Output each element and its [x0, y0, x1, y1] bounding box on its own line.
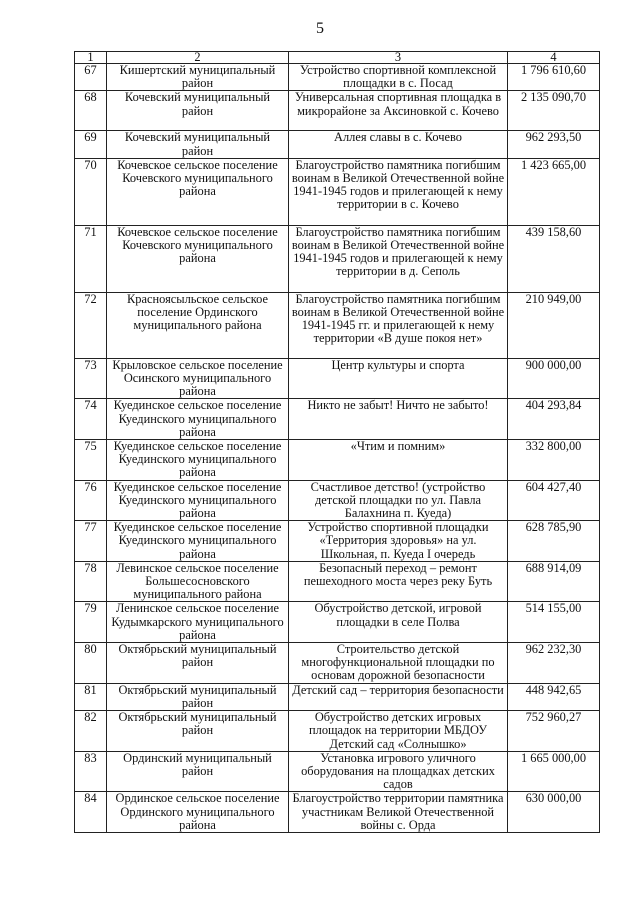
row-number: 80	[75, 643, 107, 684]
row-number: 74	[75, 399, 107, 440]
organization-cell: Октябрьский муниципальный район	[107, 711, 289, 752]
project-cell: Никто не забыт! Ничто не забыто!	[289, 399, 508, 440]
amount-cell: 628 785,90	[508, 521, 600, 562]
table-row	[75, 131, 600, 158]
table-row	[75, 64, 600, 91]
table-row	[75, 751, 600, 792]
table-row	[75, 91, 600, 131]
organization-cell: Красноясыльское сельское поселение Ординского муниципального района	[107, 292, 289, 358]
organization-cell: Кочевское сельское поселение Кочевского муниципального района	[107, 158, 289, 225]
header-col-3: 3	[289, 52, 508, 64]
project-cell: Строительство детской многофункциональной площадки по основам дорожной безопасности	[289, 643, 508, 684]
project-cell: Обустройство детской, игровой площадки в селе Полва	[289, 602, 508, 643]
row-number: 72	[75, 292, 107, 358]
row-number: 76	[75, 480, 107, 521]
row-number: 70	[75, 158, 107, 225]
organization-cell: Левинское сельское поселение Большесосновского муниципального района	[107, 561, 289, 602]
row-number: 71	[75, 225, 107, 292]
organization-cell: Куединское сельское поселение Куединского муниципального района	[107, 480, 289, 521]
table-row	[75, 602, 600, 643]
row-number: 67	[75, 64, 107, 91]
amount-cell: 2 135 090,70	[508, 91, 600, 131]
amount-cell: 604 427,40	[508, 480, 600, 521]
amount-cell: 514 155,00	[508, 602, 600, 643]
amount-cell: 210 949,00	[508, 292, 600, 358]
project-cell: Счастливое детство! (устройство детской площадки по ул. Павла Балахнина п. Куеда)	[289, 480, 508, 521]
project-cell: Благоустройство памятника погибшим воинам в Великой Отечественной войне 1941-1945 годов и прилегающей к нему территории в д. Сеполь	[289, 225, 508, 292]
amount-cell: 752 960,27	[508, 711, 600, 752]
table-row	[75, 158, 600, 225]
organization-cell: Крыловское сельское поселение Осинского муниципального района	[107, 358, 289, 399]
organization-cell: Ленинское сельское поселение Кудымкарского муниципального района	[107, 602, 289, 643]
amount-cell: 1 796 610,60	[508, 64, 600, 91]
amount-cell: 332 800,00	[508, 440, 600, 481]
project-cell: Благоустройство территории памятника участникам Великой Отечественной войны с. Орда	[289, 792, 508, 833]
project-cell: Детский сад – территория безопасности	[289, 683, 508, 710]
project-cell: Устройство спортивной площадки «Территория здоровья» на ул. Школьная, п. Куеда I очередь	[289, 521, 508, 562]
project-cell: Аллея славы в с. Кочево	[289, 131, 508, 158]
header-col-1: 1	[75, 52, 107, 64]
organization-cell: Кишертский муниципальный район	[107, 64, 289, 91]
table-row	[75, 561, 600, 602]
amount-cell: 1 665 000,00	[508, 751, 600, 792]
row-number: 69	[75, 131, 107, 158]
row-number: 68	[75, 91, 107, 131]
table-row	[75, 521, 600, 562]
organization-cell: Куединское сельское поселение Куединского муниципального района	[107, 440, 289, 481]
project-cell: Безопасный переход – ремонт пешеходного моста через реку Буть	[289, 561, 508, 602]
budget-table	[74, 51, 600, 833]
amount-cell: 962 293,50	[508, 131, 600, 158]
table-row	[75, 440, 600, 481]
row-number: 84	[75, 792, 107, 833]
project-cell: Благоустройство памятника погибшим воинам в Великой Отечественной войне 1941-1945 годов и прилегающей к нему территории в с. Кочево	[289, 158, 508, 225]
amount-cell: 688 914,09	[508, 561, 600, 602]
amount-cell: 1 423 665,00	[508, 158, 600, 225]
row-number: 78	[75, 561, 107, 602]
organization-cell: Куединское сельское поселение Куединского муниципального района	[107, 521, 289, 562]
project-cell: Установка игрового уличного оборудования на площадках детских садов	[289, 751, 508, 792]
header-col-4: 4	[508, 52, 600, 64]
amount-cell: 900 000,00	[508, 358, 600, 399]
amount-cell: 404 293,84	[508, 399, 600, 440]
table-row	[75, 711, 600, 752]
organization-cell: Октябрьский муниципальный район	[107, 683, 289, 710]
table-row	[75, 225, 600, 292]
row-number: 82	[75, 711, 107, 752]
amount-cell: 439 158,60	[508, 225, 600, 292]
table-row	[75, 292, 600, 358]
project-cell: Обустройство детских игровых площадок на территории МБДОУ Детский сад «Солнышко»	[289, 711, 508, 752]
amount-cell: 962 232,30	[508, 643, 600, 684]
project-cell: «Чтим и помним»	[289, 440, 508, 481]
table-row	[75, 480, 600, 521]
page-number: 5	[316, 20, 324, 37]
row-number: 83	[75, 751, 107, 792]
project-cell: Универсальная спортивная площадка в микрорайоне за Аксиновкой с. Кочево	[289, 91, 508, 131]
row-number: 73	[75, 358, 107, 399]
amount-cell: 448 942,65	[508, 683, 600, 710]
organization-cell: Ординский муниципальный район	[107, 751, 289, 792]
row-number: 75	[75, 440, 107, 481]
row-number: 77	[75, 521, 107, 562]
table-row	[75, 358, 600, 399]
organization-cell: Октябрьский муниципальный район	[107, 643, 289, 684]
amount-cell: 630 000,00	[508, 792, 600, 833]
header-col-2: 2	[107, 52, 289, 64]
organization-cell: Кочевское сельское поселение Кочевского муниципального района	[107, 225, 289, 292]
project-cell: Центр культуры и спорта	[289, 358, 508, 399]
row-number: 79	[75, 602, 107, 643]
organization-cell: Ординское сельское поселение Ординского муниципального района	[107, 792, 289, 833]
table-row	[75, 399, 600, 440]
table-row	[75, 643, 600, 684]
organization-cell: Кочевский муниципальный район	[107, 131, 289, 158]
row-number: 81	[75, 683, 107, 710]
project-cell: Устройство спортивной комплексной площадки в с. Посад	[289, 64, 508, 91]
organization-cell: Куединское сельское поселение Куединского муниципального района	[107, 399, 289, 440]
table-header-row	[75, 52, 600, 64]
project-cell: Благоустройство памятника погибшим воинам в Великой Отечественной войне 1941-1945 гг. и прилегающей к нему территории «В душе покоя нет»	[289, 292, 508, 358]
table-row	[75, 683, 600, 710]
organization-cell: Кочевский муниципальный район	[107, 91, 289, 131]
table-row	[75, 792, 600, 833]
table-body	[75, 64, 600, 833]
